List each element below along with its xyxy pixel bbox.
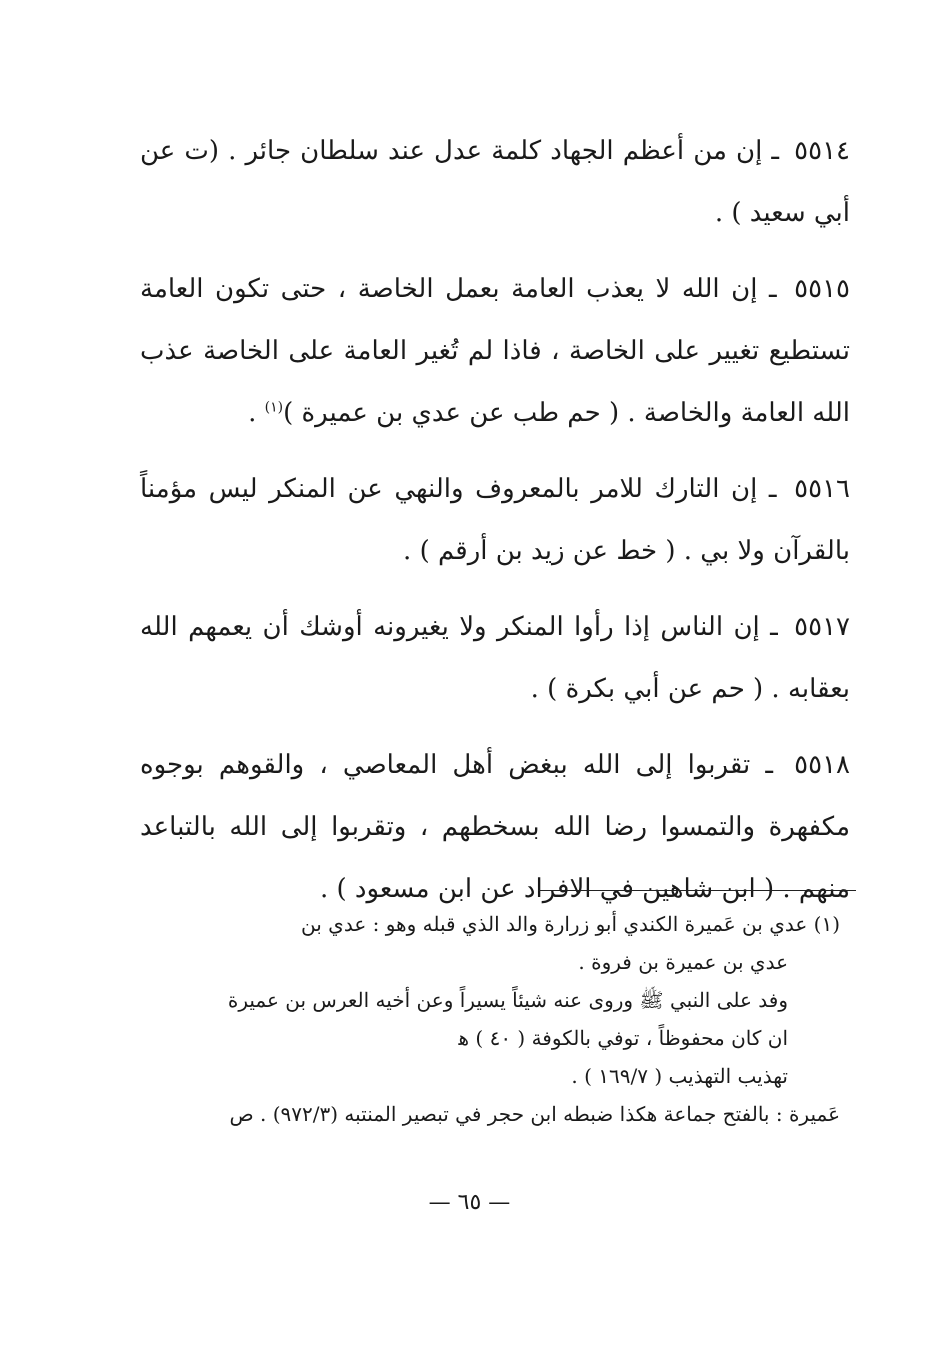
- footnote-reference[interactable]: (١): [264, 399, 284, 416]
- hadith-number: ٥٥١٦: [794, 474, 850, 504]
- hadith-text: ـ إن الله لا يعذب العامة بعمل الخاصة ، حتى تكون العامة تستطيع تغيير على الخاصة ، فاذا لم تُغير العامة على الخاصة عذب الله العامة والخاصة . ( حم طب عن عدي بن عميرة ): [140, 274, 850, 428]
- hadith-5515: [140, 258, 850, 444]
- hadith-number: ٥٥١٨: [794, 750, 850, 780]
- hadith-text: ـ إن من أعظم الجهاد كلمة عدل عند سلطان جائر . (ت عن أبي سعيد ) .: [140, 136, 850, 228]
- footnotes: [150, 905, 840, 1133]
- hadith-text: ـ إن الناس إذا رأوا المنكر ولا يغيرونه أوشك أن يعمهم الله بعقابه . ( حم عن أبي بكرة ) .: [140, 612, 850, 704]
- footnote-line: عدي بن عميرة بن فروة .: [578, 950, 788, 974]
- footnote-line: ان كان محفوظاً ، توفي بالكوفة ( ٤٠ ) ﻫ: [458, 1026, 788, 1050]
- hadith-text: ـ تقربوا إلى الله ببغض أهل المعاصي ، والقوهم بوجوه مكفهرة والتمسوا رضا الله بسخطهم ، وتقربوا إلى الله بالتباعد منهم . ( ابن شاهين في الافراد عن ابن مسعود ) .: [140, 750, 850, 904]
- footnote-line: وفد على النبي ﷺ وروى عنه شيئاً يسيراً وعن أخيه العرس بن عميرة: [227, 988, 788, 1012]
- footnote-line: عَميرة : بالفتح جماعة هكذا ضبطه ابن حجر في تبصير المنتبه (٩٧٢/٣) . ص: [229, 1102, 840, 1126]
- hadith-5514: [140, 120, 850, 244]
- hadith-text-end: .: [248, 398, 265, 428]
- hadith-5516: [140, 458, 850, 582]
- page-number: — ٦٥ —: [428, 1190, 511, 1215]
- footnote-line: تهذيب التهذيب ( ١٦٩/٧ ) .: [571, 1064, 788, 1088]
- hadith-text: ـ إن التارك للامر بالمعروف والنهي عن المنكر ليس مؤمناً بالقرآن ولا بي . ( خط عن زيد بن أرقم ) .: [140, 474, 850, 566]
- hadith-list: [140, 120, 850, 934]
- hadith-5518: [140, 734, 850, 920]
- hadith-number: ٥٥١٧: [794, 612, 851, 642]
- hadith-number: ٥٥١٥: [794, 274, 850, 304]
- hadith-5517: [140, 596, 850, 720]
- footnote-separator: [538, 890, 856, 891]
- hadith-number: ٥٥١٤: [794, 136, 850, 166]
- footnote-line: (١) عدي بن عَميرة الكندي أبو زرارة والد الذي قبله وهو : عدي بن: [301, 912, 840, 936]
